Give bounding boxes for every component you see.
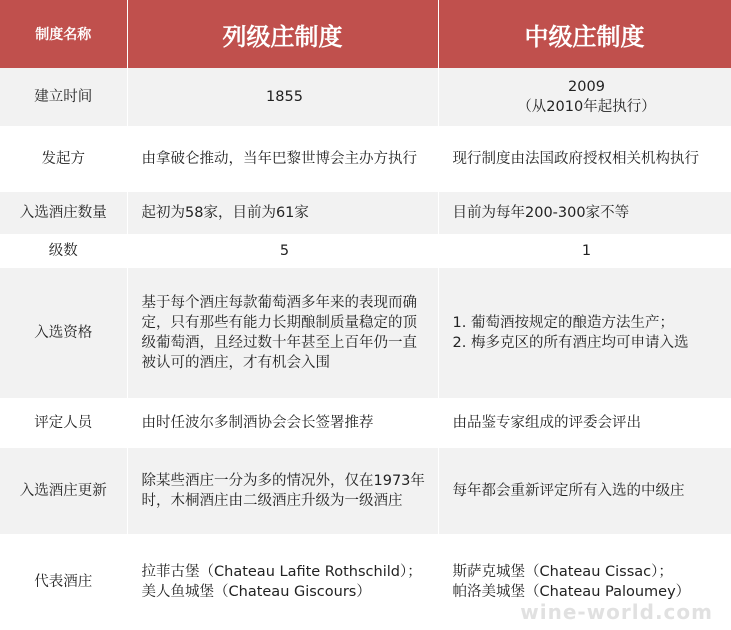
cell-cru-bourgeois: 由品鉴专家组成的评委会评出 — [438, 398, 731, 448]
cell-classified: 由拿破仑推动，当年巴黎世博会主办方执行 — [127, 126, 438, 192]
row-levels — [0, 234, 731, 268]
cell-cru-bourgeois: 2009 （从2010年起执行） — [438, 68, 731, 126]
row-label: 发起方 — [0, 126, 127, 192]
watermark: wine-world.com — [520, 600, 713, 624]
row-initiator — [0, 126, 731, 192]
row-label: 级数 — [0, 234, 127, 268]
header-classified-growth: 列级庄制度 — [127, 0, 438, 68]
cell-cru-bourgeois: 1 — [438, 234, 731, 268]
cell-classified: 拉菲古堡（Chateau Lafite Rothschild）； 美人鱼城堡（Chateau Giscours） — [127, 534, 438, 630]
row-eligibility — [0, 268, 731, 398]
cell-classified: 起初为58家，目前为61家 — [127, 192, 438, 234]
row-updates — [0, 448, 731, 534]
row-label: 评定人员 — [0, 398, 127, 448]
cell-cru-bourgeois: 1. 葡萄酒按规定的酿造方法生产； 2. 梅多克区的所有酒庄均可申请入选 — [438, 268, 731, 398]
cell-classified: 除某些酒庄一分为多的情况外，仅在1973年时，木桐酒庄由二级酒庄升级为一级酒庄 — [127, 448, 438, 534]
header-cru-bourgeois: 中级庄制度 — [438, 0, 731, 68]
row-label: 入选酒庄更新 — [0, 448, 127, 534]
cell-cru-bourgeois: 目前为每年200-300家不等 — [438, 192, 731, 234]
cell-cru-bourgeois: 每年都会重新评定所有入选的中级庄 — [438, 448, 731, 534]
row-estate-count — [0, 192, 731, 234]
row-label: 入选资格 — [0, 268, 127, 398]
cell-classified: 基于每个酒庄每款葡萄酒多年来的表现而确定，只有那些有能力长期酿制质量稳定的顶级葡萄酒，且经过数十年甚至上百年仍一直被认可的酒庄，才有机会入围 — [127, 268, 438, 398]
header-row — [0, 0, 731, 68]
row-evaluators — [0, 398, 731, 448]
cell-cru-bourgeois: 斯萨克城堡（Chateau Cissac）； 帕洛美城堡（Chateau Paloumey） — [438, 534, 731, 630]
row-label: 代表酒庄 — [0, 534, 127, 630]
header-system-name: 制度名称 — [0, 0, 127, 68]
row-established — [0, 68, 731, 126]
cell-classified: 由时任波尔多制酒协会会长签署推荐 — [127, 398, 438, 448]
row-label: 建立时间 — [0, 68, 127, 126]
cell-classified: 5 — [127, 234, 438, 268]
cell-cru-bourgeois: 现行制度由法国政府授权相关机构执行 — [438, 126, 731, 192]
cell-classified: 1855 — [127, 68, 438, 126]
row-label: 入选酒庄数量 — [0, 192, 127, 234]
